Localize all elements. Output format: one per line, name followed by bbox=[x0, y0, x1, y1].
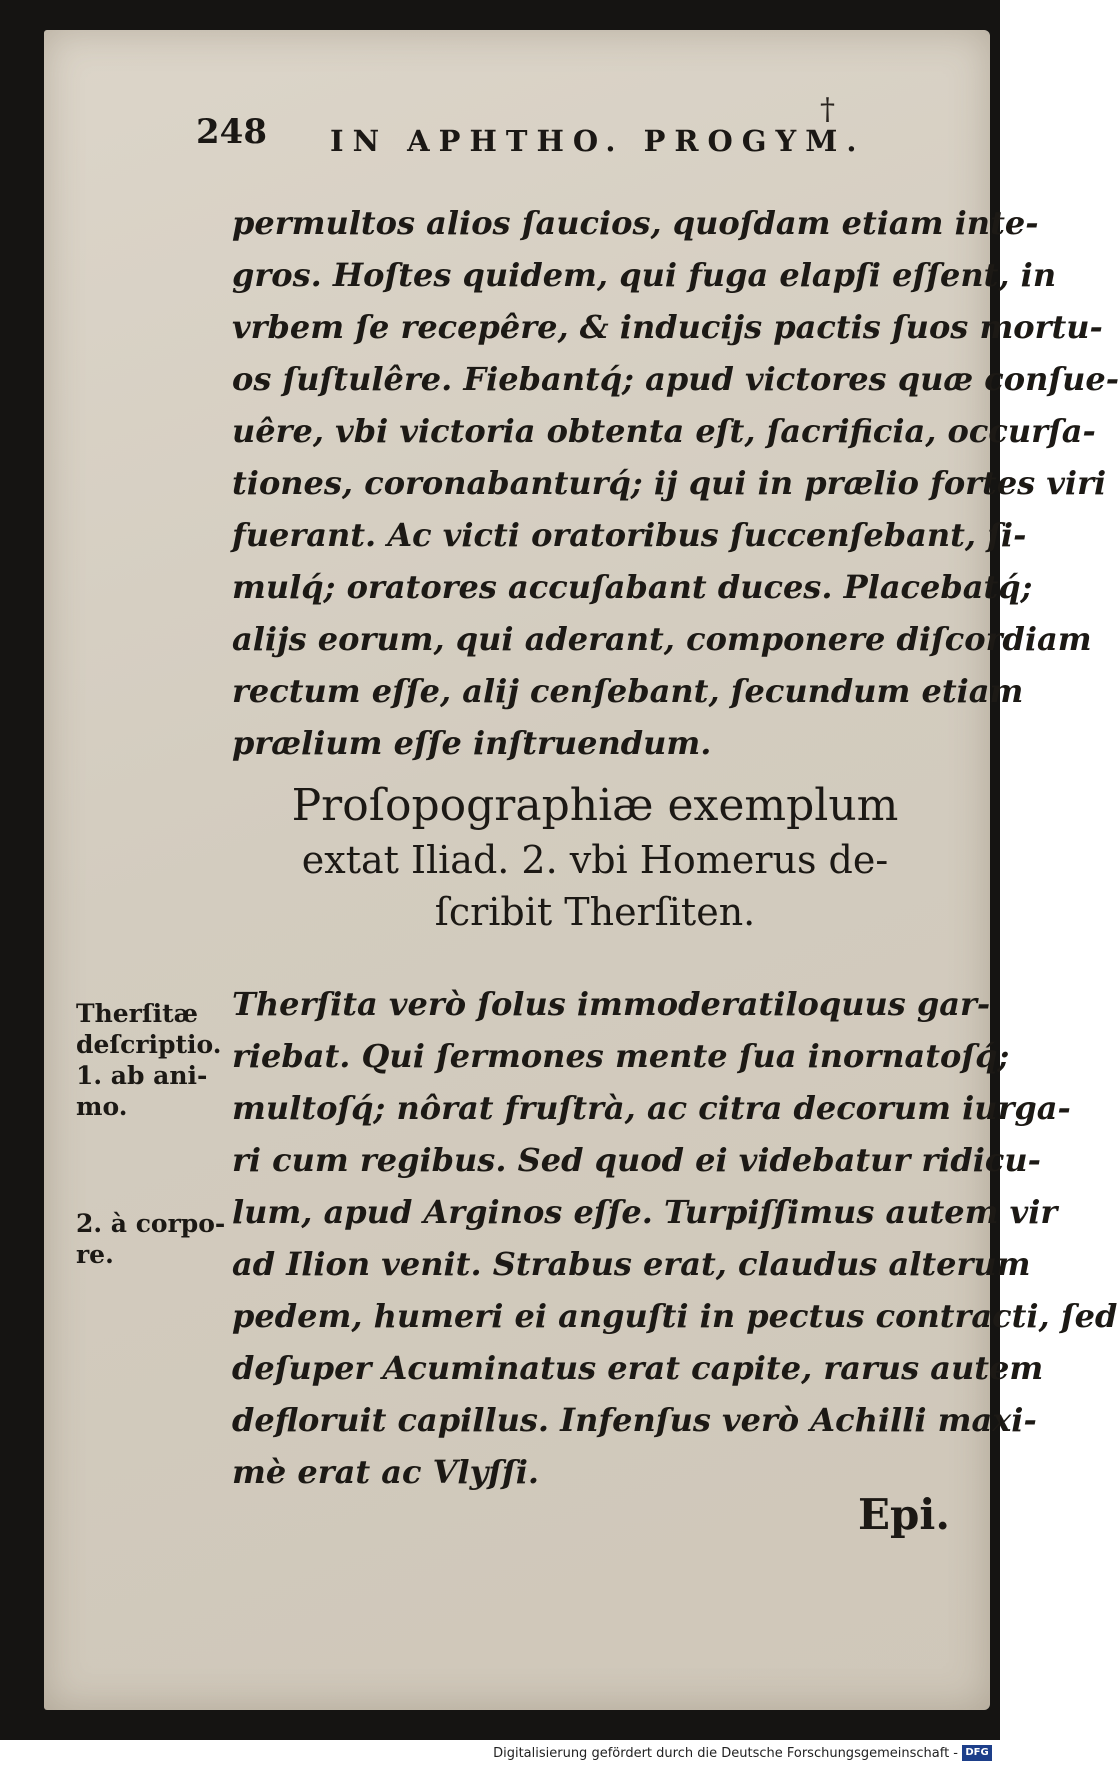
footer-credit: Digitalisierung gefördert durch die Deutsche Forschungsgemeinschaft - bbox=[493, 1746, 958, 1761]
text-line: uêre, vbi victoria obtenta eſt, ſacrificia, occurſa- bbox=[232, 412, 1096, 450]
text-line: defloruit capillus. Infenſus verò Achilli maxi- bbox=[232, 1401, 1037, 1439]
section-heading bbox=[230, 778, 960, 938]
ink-mark: † bbox=[820, 92, 835, 127]
catchword: Epi. bbox=[858, 1490, 950, 1539]
margin-line: mo. bbox=[76, 1092, 128, 1121]
text-line: fuerant. Ac victi oratoribus ſuccenſebant, ſi- bbox=[232, 516, 1027, 554]
text-line: permultos alios ſaucios, quoſdam etiam inte- bbox=[232, 204, 1039, 242]
text-line: os ſuſtulêre. Fiebantq́; apud victores quæ conſue- bbox=[232, 360, 1119, 398]
text-line: vrbem ſe recepêre, & inducijs pactis ſuos mortu- bbox=[232, 308, 1103, 346]
text-line: deſuper Acuminatus erat capite, rarus autem bbox=[232, 1349, 1044, 1387]
page-number: 248 bbox=[196, 112, 267, 152]
text-line: mè erat ac Vlyſſi. bbox=[232, 1453, 539, 1491]
dfg-logo-icon: DFG bbox=[962, 1745, 992, 1761]
margin-line: re. bbox=[76, 1240, 114, 1269]
text-line: tiones, coronabanturq́; ij qui in prælio fortes viri bbox=[232, 464, 1107, 502]
text-line: lum, apud Arginos eſſe. Turpiſſimus autem vir bbox=[232, 1193, 1058, 1231]
heading-line: extat Iliad. 2. vbi Homerus de- bbox=[301, 838, 889, 882]
digitization-footer bbox=[0, 1740, 1000, 1768]
margin-note-description bbox=[76, 998, 236, 1122]
text-line: rectum eſſe, alij cenſebant, ſecundum etiam bbox=[232, 672, 1024, 710]
text-line: ad Ilion venit. Strabus erat, claudus alterum bbox=[232, 1245, 1031, 1283]
text-line: gros. Hoſtes quidem, qui fuga elapſi eſſent, in bbox=[232, 256, 1057, 294]
heading-line: ſcribit Therſiten. bbox=[434, 890, 756, 934]
text-line: pedem, humeri ei anguſti in pectus contracti, ſed bbox=[232, 1297, 1118, 1335]
text-line: ri cum regibus. Sed quod ei videbatur ridicu- bbox=[232, 1141, 1041, 1179]
paragraph-narrative bbox=[232, 197, 1119, 769]
text-line: Therſita verò ſolus immoderatiloquus gar- bbox=[232, 985, 991, 1023]
margin-note-body bbox=[76, 1208, 236, 1270]
paragraph-thersites bbox=[232, 978, 1118, 1498]
running-head: IN APHTHO. PROGYM. bbox=[330, 124, 866, 158]
text-line: alijs eorum, qui aderant, componere diſcordiam bbox=[232, 620, 1092, 658]
text-line: riebat. Qui ſermones mente ſua inornatoſq́; bbox=[232, 1037, 1010, 1075]
margin-line: 1. ab ani- bbox=[76, 1061, 208, 1090]
heading-line: Proſopographiæ exemplum bbox=[291, 780, 899, 831]
margin-line: deſcriptio. bbox=[76, 1030, 222, 1059]
text-line: mulq́; oratores accuſabant duces. Placebatq́; bbox=[232, 568, 1033, 606]
text-line: prælium eſſe inſtruendum. bbox=[232, 724, 712, 762]
margin-line: 2. à corpo- bbox=[76, 1209, 226, 1238]
text-line: multoſq́; nôrat fruſtrà, ac citra decorum iurga- bbox=[232, 1089, 1071, 1127]
margin-line: Therſitæ bbox=[76, 999, 199, 1028]
